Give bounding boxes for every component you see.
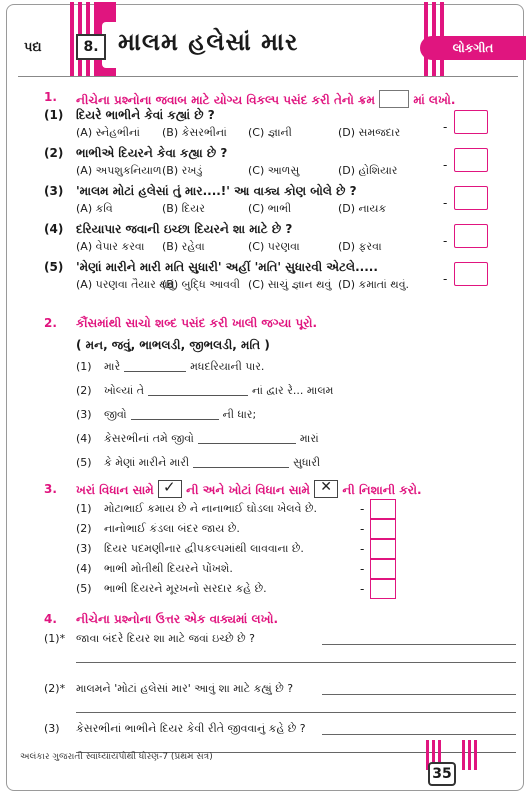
answer-line[interactable] (76, 712, 516, 713)
option-c[interactable]: (C) ભાભી (248, 202, 292, 215)
blank-field[interactable] (198, 443, 296, 444)
text-before: જીવો (104, 408, 127, 421)
answer-dash: - (443, 196, 448, 210)
option-a[interactable]: (A) પરણવા તૈયાર થવું (76, 278, 175, 291)
answer-box[interactable] (454, 262, 488, 286)
item-number: (5) (76, 456, 92, 469)
text-before: કે મેણાં મારીને મારી (104, 456, 190, 469)
option-c[interactable]: (C) સાચું જ્ઞાન થવું (248, 278, 332, 291)
question-number: (5) (44, 260, 64, 274)
item-number: (1) (76, 360, 92, 373)
question-text: દરિયાપાર જવાની ઇચ્છા દિયરને શા માટે છે ? (76, 222, 293, 236)
statement-text: ભાભી મોતીથી દિયરને પોંખશે. (104, 562, 233, 575)
mark-box[interactable] (370, 499, 396, 519)
statement-number: (4) (76, 562, 92, 575)
answer-box[interactable] (454, 110, 488, 134)
section3-instruction-a: ખરાં વિધાન સામે (76, 483, 154, 497)
section1-number: 1. (44, 90, 57, 104)
mark-box[interactable] (370, 559, 396, 579)
answer-line[interactable] (76, 662, 516, 663)
question-text: 'મેણાં મારીને મારી મતિ સુધારી' અહીં 'મતિ' સુધારવી એટલે..... (76, 260, 378, 274)
section3-instruction (76, 480, 422, 498)
answer-box[interactable] (454, 186, 488, 210)
answer-line[interactable] (322, 734, 516, 735)
fill-blank-line (104, 360, 264, 374)
section2-instruction: કૌંસમાંથી સાચો શબ્દ પસંદ કરી ખાલી જગ્યા પૂરો. (76, 316, 318, 330)
answer-dash: - (360, 562, 365, 576)
cross-icon: ✕ (314, 480, 338, 498)
option-b[interactable]: (B) દિયર (162, 202, 205, 215)
section1-instruction-pre: નીચેના પ્રશ્નોના જવાબ માટે યોગ્ય વિકલ્પ પસંદ કરી તેનો ક્રમ (76, 93, 375, 107)
option-d[interactable]: (D) કમાતાં થવું. (338, 278, 410, 291)
blank-field[interactable] (124, 371, 186, 372)
section4-instruction: નીચેના પ્રશ્નોના ઉત્તર એક વાક્યમાં લખો. (76, 612, 279, 626)
mark-box[interactable] (370, 519, 396, 539)
text-after: નાં દ્વાર રે... માલમ (252, 384, 334, 397)
mark-box[interactable] (370, 579, 396, 599)
answer-dash: - (360, 522, 365, 536)
statement-text: નાનોભાઈ કંડલા બંદર જાય છે. (104, 522, 240, 535)
answer-box[interactable] (454, 148, 488, 172)
statement-text: દિયર પદમણીનાર દ્વીપકલ્પમાંથી લાવવાના છે. (104, 542, 304, 555)
question-number: (2)* (44, 682, 66, 695)
fill-blank-line (104, 408, 256, 422)
question-text: દિયરે ભાભીને કેવાં કહ્યાં છે ? (76, 108, 215, 122)
answer-dash: - (443, 234, 448, 248)
blank-field[interactable] (131, 419, 219, 420)
footer-book-title: અલંકાર ગુજરાતી સ્વાધ્યાયપોથી ધોરણ-7 (પ્રથમ સત્ર) (20, 752, 213, 762)
question-text: માલમને 'મોટાં હલેસાં માર' આવું શા માટે કહ્યું છે ? (76, 682, 294, 695)
statement-number: (1) (76, 502, 92, 515)
answer-line[interactable] (322, 694, 516, 695)
option-d[interactable]: (D) હોશિયાર (338, 164, 398, 177)
section1-instruction-post: માં લખો. (413, 93, 456, 107)
text-after: મધદરિયાની પાર. (190, 360, 265, 373)
item-number: (3) (76, 408, 92, 421)
question-text: કેસરભીનાં ભાભીને દિયર કેવી રીતે જીવવાનું કહે છે ? (76, 722, 306, 735)
question-number: (2) (44, 146, 64, 160)
option-a[interactable]: (A) કવિ (76, 202, 113, 215)
question-number: (1) (44, 108, 64, 122)
question-text: 'માલમ મોટાં હલેસાં તું માર....!' આ વાક્ય કોણ બોલે છે ? (76, 184, 357, 198)
word-bank: ( મન, જવું, ભાભલડી, જીભલડી, મતિ ) (76, 338, 270, 352)
question-number: (1)* (44, 632, 66, 645)
answer-dash: - (443, 120, 448, 134)
section2-number: 2. (44, 316, 57, 330)
option-b[interactable]: (B) રખડું (162, 164, 203, 177)
answer-line[interactable] (322, 644, 516, 645)
item-number: (4) (76, 432, 92, 445)
option-b[interactable]: (B) બુદ્ધિ આવવી (162, 278, 241, 291)
option-d[interactable]: (D) નાયક (338, 202, 387, 215)
text-after: મારાં (299, 432, 319, 445)
page-title: માલમ હલેસાં માર (118, 28, 299, 56)
answer-dash: - (443, 272, 448, 286)
genre-tag: લોકગીત (420, 36, 526, 60)
header-divider (18, 76, 518, 77)
fill-blank-line (104, 456, 320, 470)
option-a[interactable]: (A) વેપાર કરવા (76, 240, 145, 253)
section3-number: 3. (44, 482, 57, 496)
section1-instruction (76, 90, 455, 108)
question-number: (3) (44, 184, 64, 198)
page-number: 35 (428, 762, 456, 786)
option-a[interactable]: (A) સ્નેહભીનાં (76, 126, 140, 139)
option-c[interactable]: (C) પરણવા (248, 240, 300, 253)
question-text: જાવા બંદરે દિયર શા માટે જવાં ઇચ્છે છે ? (76, 632, 255, 645)
item-number: (2) (76, 384, 92, 397)
option-b[interactable]: (B) કેસરભીનાં (162, 126, 227, 139)
text-after: સુધારી (293, 456, 321, 469)
answer-box-sample (379, 90, 409, 108)
statement-text: મોટાભાઈ કમાય છે ને નાનાભાઈ ઘોડલા ખેલવે છે. (104, 502, 317, 515)
text-before: મારે (104, 360, 121, 373)
path-label: પદ્ય (24, 40, 42, 55)
fill-blank-line (104, 432, 319, 446)
blank-field[interactable] (148, 395, 248, 396)
answer-dash: - (360, 542, 365, 556)
mark-box[interactable] (370, 539, 396, 559)
section3-instruction-c: ની નિશાની કરો. (342, 483, 422, 497)
question-number: (4) (44, 222, 64, 236)
check-icon: ✓ (158, 480, 182, 498)
answer-dash: - (360, 502, 365, 516)
lesson-number: 8. (76, 34, 106, 60)
statement-number: (5) (76, 582, 92, 595)
question-text: ભાભીએ દિયરને કેવા કહ્યા છે ? (76, 146, 228, 160)
option-c[interactable]: (C) જ્ઞાની (248, 126, 292, 139)
question-number: (3) (44, 722, 60, 735)
fill-blank-line (104, 384, 333, 398)
option-b[interactable]: (B) રહેવા (162, 240, 205, 253)
text-before: કેસરભીનાં તમે જીવો (104, 432, 194, 445)
blank-field[interactable] (193, 467, 289, 468)
statement-number: (2) (76, 522, 92, 535)
option-c[interactable]: (C) આળસુ (248, 164, 300, 177)
answer-dash: - (360, 582, 365, 596)
section4-number: 4. (44, 612, 57, 626)
option-d[interactable]: (D) ફરવા (338, 240, 382, 253)
option-d[interactable]: (D) સમજદાર (338, 126, 401, 139)
statement-text: ભાભી દિયરને મૂરખનો સરદાર કહે છે. (104, 582, 267, 595)
answer-dash: - (443, 158, 448, 172)
section3-instruction-b: ની અને ખોટાં વિધાન સામે (186, 483, 311, 497)
statement-number: (3) (76, 542, 92, 555)
text-before: ખોલ્યાં તે (104, 384, 145, 397)
option-a[interactable]: (A) અપશુકનિયાળ (76, 164, 162, 177)
text-after: ની ધાર; (222, 408, 257, 421)
answer-box[interactable] (454, 224, 488, 248)
